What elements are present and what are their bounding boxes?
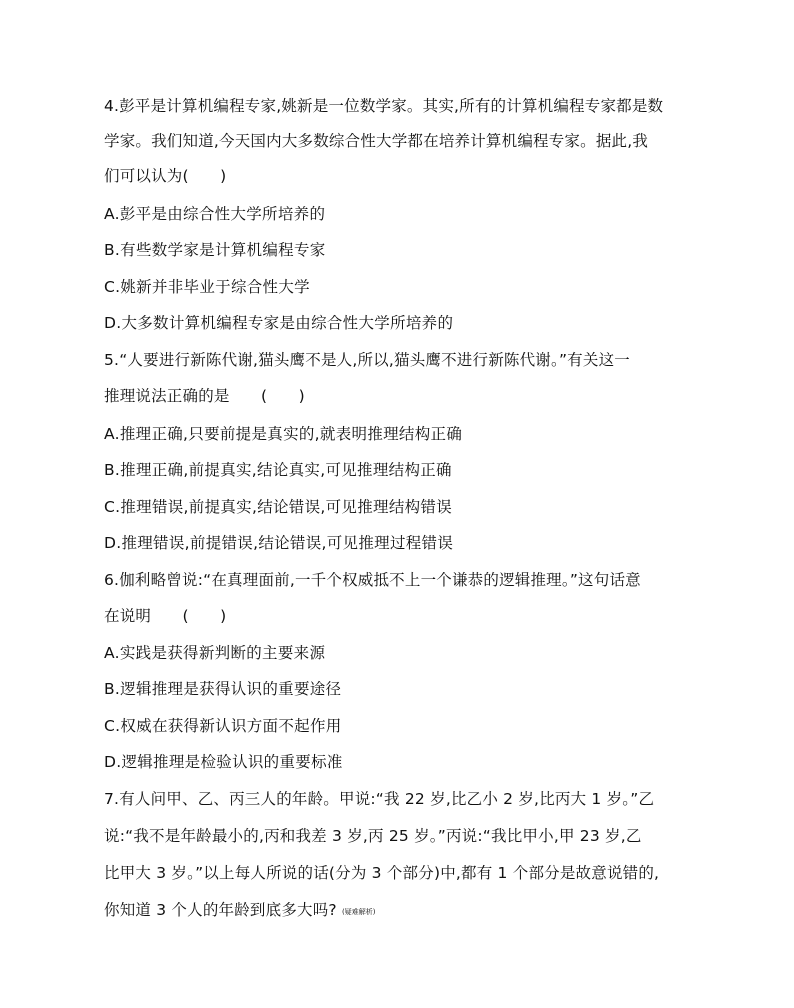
question-4-line-3: 们可以认为( ) xyxy=(104,167,227,185)
question-4-line-2: 学家。我们知道,今天国内大多数综合性大学都在培养计算机编程专家。据此,我 xyxy=(104,132,649,150)
question-7-line-2: 说:“我不是年龄最小的,丙和我差 3 岁,丙 25 岁。”丙说:“我比甲小,甲 23 岁,乙 xyxy=(104,827,642,845)
question-7-line-3: 比甲大 3 岁。”以上每人所说的话(分为 3 个部分)中,都有 1 个部分是故意说错的, xyxy=(104,864,660,882)
question-7-line-4-text: 你知道 3 个人的年龄到底多大吗? xyxy=(104,901,337,919)
question-6-line-2: 在说明 ( ) xyxy=(104,607,227,625)
question-4-option-d: D.大多数计算机编程专家是由综合性大学所培养的 xyxy=(104,314,454,332)
question-6-line-1: 6.伽利略曾说:“在真理面前,一千个权威抵不上一个谦恭的逻辑推理。”这句话意 xyxy=(104,571,641,589)
question-4-option-a: A.彭平是由综合性大学所培养的 xyxy=(104,205,326,223)
question-5-option-d: D.推理错误,前提错误,结论错误,可见推理过程错误 xyxy=(104,534,454,552)
question-6-option-c: C.权威在获得新认识方面不起作用 xyxy=(104,717,342,735)
question-5-line-2: 推理说法正确的是 ( ) xyxy=(104,387,305,405)
question-6-option-d: D.逻辑推理是检验认识的重要标准 xyxy=(104,753,343,771)
question-5-option-c: C.推理错误,前提真实,结论错误,可见推理结构错误 xyxy=(104,498,453,516)
question-5-option-b: B.推理正确,前提真实,结论真实,可见推理结构正确 xyxy=(104,461,452,479)
question-7-line-1: 7.有人问甲、乙、丙三人的年龄。甲说:“我 22 岁,比乙小 2 岁,比丙大 1 岁。”乙 xyxy=(104,790,655,808)
question-5-option-a: A.推理正确,只要前提是真实的,就表明推理结构正确 xyxy=(104,425,463,443)
question-7-line-4 xyxy=(104,900,724,922)
difficulty-tag: (疑难解析) xyxy=(341,908,376,916)
question-4-line-1: 4.彭平是计算机编程专家,姚新是一位数学家。其实,所有的计算机编程专家都是数 xyxy=(104,97,664,115)
question-6-option-a: A.实践是获得新判断的主要来源 xyxy=(104,644,326,662)
question-4-option-b: B.有些数学家是计算机编程专家 xyxy=(104,241,326,259)
question-5-line-1: 5.“人要进行新陈代谢,猫头鹰不是人,所以,猫头鹰不进行新陈代谢。”有关这一 xyxy=(104,351,630,369)
question-6-option-b: B.逻辑推理是获得认识的重要途径 xyxy=(104,680,342,698)
question-4-option-c: C.姚新并非毕业于综合性大学 xyxy=(104,278,310,296)
